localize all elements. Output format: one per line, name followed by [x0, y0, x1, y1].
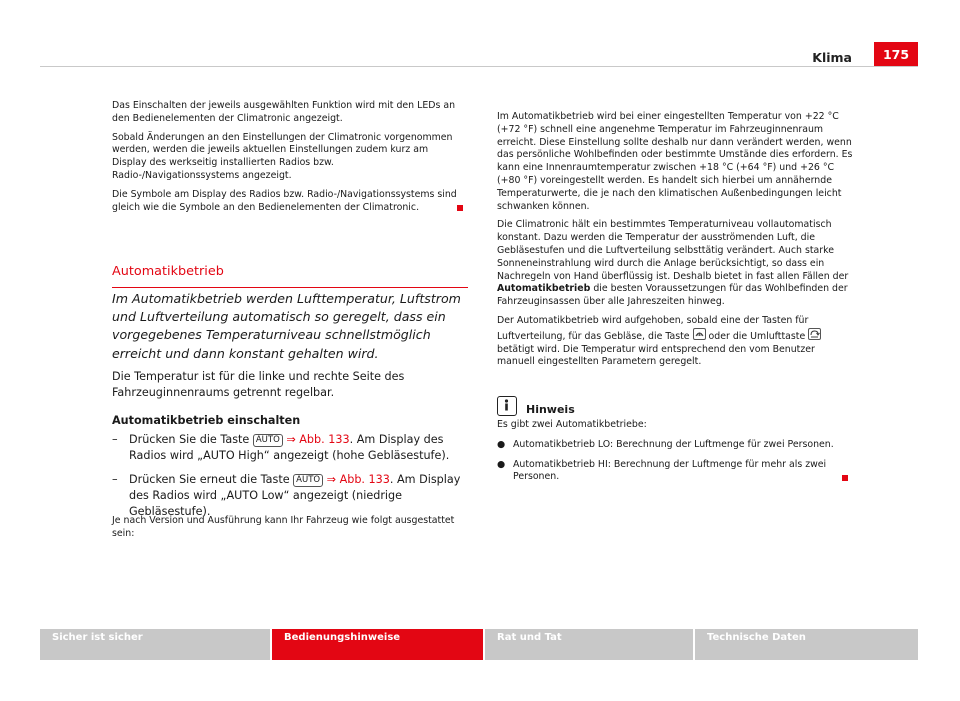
section-rule	[112, 287, 468, 288]
section-end-marker-icon	[842, 475, 848, 481]
version-note: Je nach Version und Ausführung kann Ihr Fahrzeug wie folgt ausgestattet sein:	[112, 515, 455, 539]
paragraph: Die Symbole am Display des Radios bzw. Radio-/Navigationssystems sind gleich wie die Symbole an den Bedienelementen der Climatronic.	[112, 189, 464, 215]
hint-info-icon	[497, 396, 517, 416]
bold-term: Automatikbetrieb	[497, 283, 591, 295]
paragraph: Im Automatikbetrieb wird bei einer eingestellten Temperatur von +22 °C (+72 °F) schnell eine angenehme Temperatur im Fahrzeuginnenraum erreicht. Diese Einstellung sollte deshalb nur dann verändert werden, wenn das persönliche Wohlbefinden oder bestimmte Umstände dies erfordern. Es kann eine Innenraumtemperatur zwischen +18 °C (+64 °F) und +26 °C (+80 °F) voreingestellt werden. Es handelt sich hierbei um annähernde Temperaturwerte, die je nach den klimatischen Außenbedingungen leicht schwanken können.	[497, 111, 853, 212]
section-intro: Im Automatikbetrieb werden Lufttemperatur, Luftstrom und Luftverteilung automatisch so geregelt, dass ein vorgegebenes Temperaturniveau schnellstmöglich erreicht und dann konstant gehalten wird.	[112, 291, 461, 361]
left-intro-text	[112, 100, 464, 220]
hint-body	[497, 419, 855, 484]
hint-title: Hinweis	[526, 403, 575, 416]
bullet-icon: ●	[497, 438, 506, 450]
step-text: Drücken Sie erneut die Taste	[129, 473, 290, 486]
step-text: . Am Display des Radios wird „AUTO Low“ angezeigt (niedrige Gebläsestufe).	[129, 473, 461, 518]
step-text: . Am Display des Radios wird „AUTO High“ angezeigt (hohe Gebläsestufe).	[129, 433, 450, 462]
chapter-title: Klima	[812, 50, 852, 65]
section-title: Automatikbetrieb	[112, 264, 224, 279]
right-column-text	[497, 111, 855, 375]
footer-tab-rat-und-tat[interactable]: Rat und Tat	[485, 629, 693, 660]
defrost-key-icon	[693, 328, 706, 340]
step-text: Drücken Sie die Taste	[129, 433, 250, 446]
dash-bullet: –	[112, 433, 118, 446]
footer-tab-technische-daten[interactable]: Technische Daten	[695, 629, 918, 660]
paragraph: Die Climatronic hält ein bestimmtes Temperaturniveau vollautomatisch konstant. Dazu werden die Temperatur der ausströmenden Luft, die Gebläsestufen und die Luftverteilung selbsttätig verändert. Auch starke Sonneneinstrahlung wird durch die Anlage berücksichtigt, so dass ein Nachregeln von Hand überflüssig ist. Deshalb bietet in fast allen Fällen der Automatikbetrieb die besten Voraussetzungen für das Wohlbefinden der Fahrzeuginsassen über alle Jahreszeiten hinweg.	[497, 219, 849, 308]
section-end-marker-icon	[457, 205, 463, 211]
paragraph: Das Einschalten der jeweils ausgewählten Funktion wird mit den LEDs an den Bedienelementen der Climatronic angezeigt.	[112, 100, 456, 124]
recirculation-key-icon	[808, 328, 821, 340]
page-number: 175	[874, 42, 918, 67]
paragraph: Der Automatikbetrieb wird aufgehoben, sobald eine der Tasten für Luftverteilung, für das Gebläse, die Taste oder die Umlufttaste betätigt wird. Die Temperatur wird entsprechend den vom Benutzer manuell eingestellten Parametern geregelt.	[497, 315, 855, 369]
dash-bullet: –	[112, 473, 118, 486]
list-item: ● Automatikbetrieb LO: Berechnung der Luftmenge für zwei Personen.	[497, 438, 834, 450]
footer-tab-sicher[interactable]: Sicher ist sicher	[40, 629, 270, 660]
hint-intro: Es gibt zwei Automatikbetriebe:	[497, 419, 647, 430]
auto-key-icon: AUTO	[293, 474, 323, 487]
header-rule	[40, 66, 918, 67]
bullet-icon: ●	[497, 458, 506, 470]
figure-reference-link[interactable]: ⇒ Abb. 133	[286, 433, 350, 446]
subheading: Automatikbetrieb einschalten	[112, 414, 301, 427]
paragraph: Die Temperatur ist für die linke und rechte Seite des Fahrzeuginnenraums getrennt regelbar.	[112, 370, 405, 399]
footer-tab-bedienungshinweise[interactable]: Bedienungshinweise	[272, 629, 483, 660]
list-item: ● Automatikbetrieb HI: Berechnung der Luftmenge für mehr als zwei Personen.	[497, 459, 855, 485]
figure-reference-link[interactable]: ⇒ Abb. 133	[326, 473, 390, 486]
hint-list	[497, 439, 855, 484]
auto-key-icon: AUTO	[253, 434, 283, 447]
paragraph: Sobald Änderungen an den Einstellungen der Climatronic vorgenommen werden, werden die jeweils aktuellen Einstellungen zudem kurz am Display des werkseitig installierten Radios bzw. Radio-/Navigationssystems angezeigt.	[112, 131, 453, 181]
